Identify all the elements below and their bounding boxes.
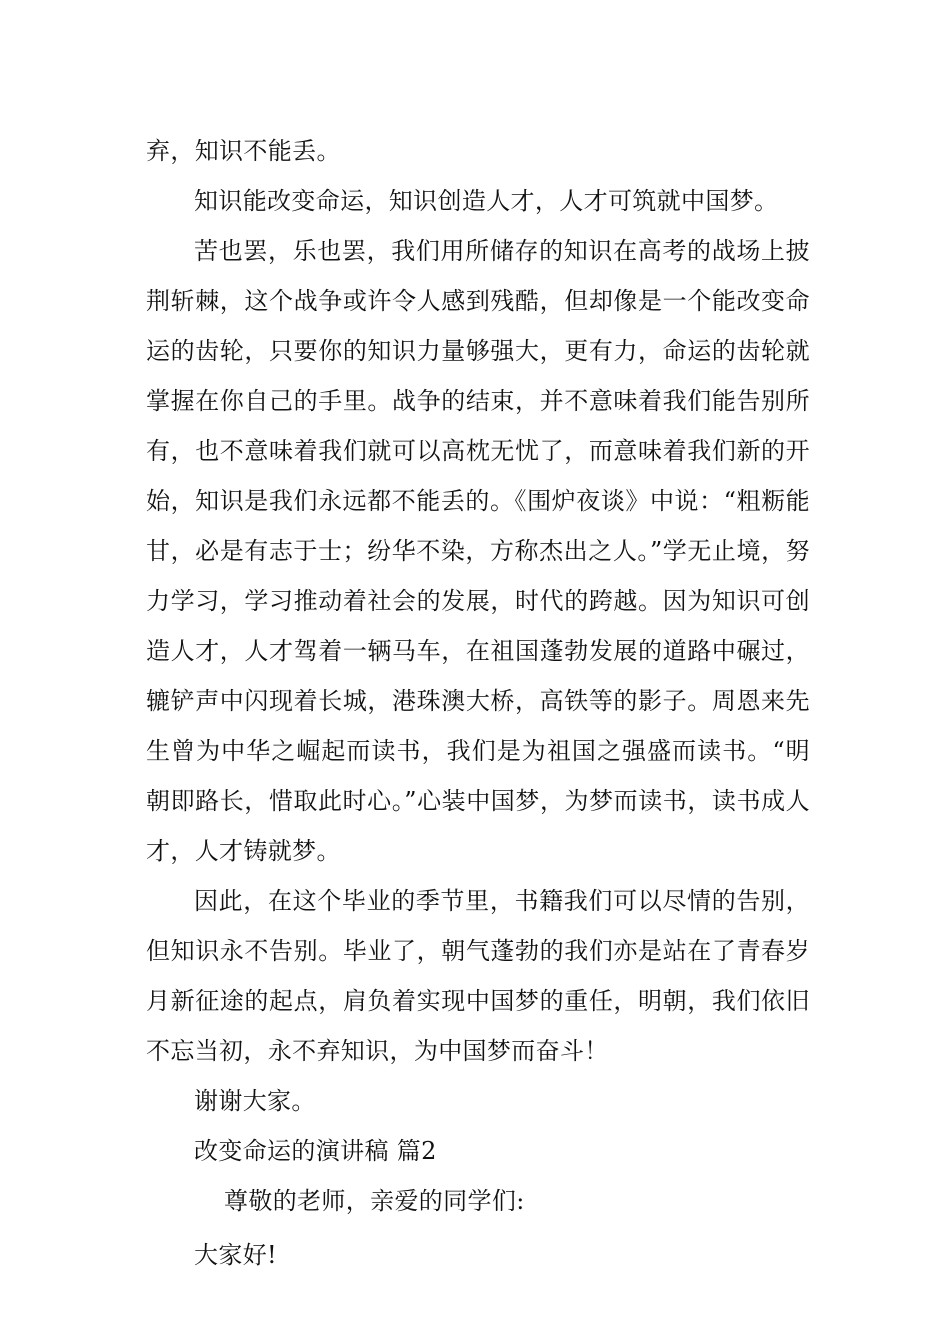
paragraph-exam-battlefield: 苦也罢，乐也罢，我们用所储存的知识在高考的战场上披荆斩棘，这个战争或许令人感到残酷，但却像是一个能改变命运的齿轮，只要你的知识力量够强大，更有力，命运的齿轮就掌握在你自己的手里。战争的结束，并不意味着我们能告别所有，也不意味着我们就可以高枕无忧了，而意味着我们新的开始，知识是我们永远都不能丢的。《围炉夜谈》中说：“粗粝能甘，必是有志于士；纷华不染，方称杰出之人。”学无止境，努力学习，学习推动着社会的发展，时代的跨越。因为知识可创造人才，人才驾着一辆马车，在祖国蓬勃发展的道路中碾过，辘铲声中闪现着长城，港珠澳大桥，高铁等的影子。周恩来先生曾为中华之崛起而读书，我们是为祖国之强盛而读书。“明朝即路长，惜取此时心。”心装中国梦，为梦而读书，读书成人才，人才铸就梦。 bbox=[146, 237, 810, 865]
closing-thanks: 谢谢大家。 bbox=[194, 1087, 316, 1115]
section-heading: 改变命运的演讲稿 篇2 bbox=[194, 1137, 437, 1165]
document-body bbox=[146, 126, 810, 1280]
paragraph-graduation: 因此，在这个毕业的季节里，书籍我们可以尽情的告别，但知识永不告别。毕业了，朝气蓬勃的我们亦是站在了青春岁月新征途的起点，肩负着实现中国梦的重任，明朝，我们依旧不忘当初，永不弃知识，为中国梦而奋斗！ bbox=[146, 887, 810, 1065]
greeting: 大家好! bbox=[194, 1241, 278, 1269]
salutation: 尊敬的老师，亲爱的同学们: bbox=[224, 1187, 525, 1215]
paragraph-knowledge-changes-fate: 知识能改变命运，知识创造人才，人才可筑就中国梦。 bbox=[194, 187, 779, 215]
paragraph-continuation: 弃，知识不能丢。 bbox=[146, 137, 341, 165]
